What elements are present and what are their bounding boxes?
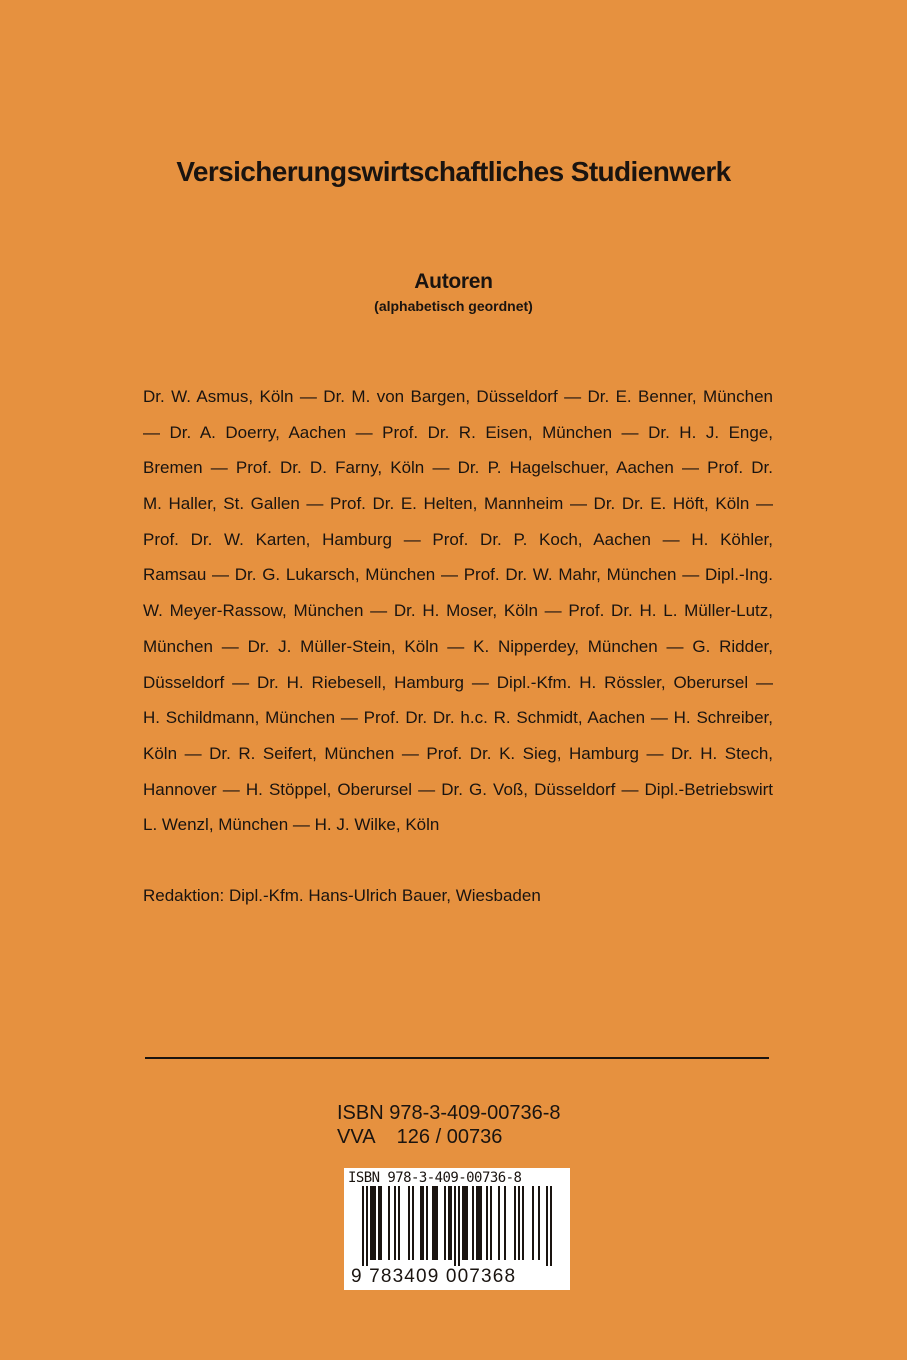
barcode-bar: [412, 1186, 414, 1260]
author-list-line: H. Schildmann, München — Prof. Dr. Dr. h.c. R. Schmidt, Aachen — H. Schreiber,: [143, 708, 773, 728]
barcode-bar: [450, 1186, 452, 1260]
barcode-bar: [472, 1186, 474, 1260]
barcode-bar: [490, 1186, 492, 1260]
author-list-line: M. Haller, St. Gallen — Prof. Dr. E. Helten, Mannheim — Dr. Dr. E. Höft, Köln —: [143, 494, 773, 514]
barcode-bar: [380, 1186, 382, 1260]
barcode: [344, 1168, 570, 1290]
barcode-bar: [362, 1186, 364, 1266]
barcode-bar: [466, 1186, 468, 1260]
barcode-bar: [538, 1186, 540, 1260]
barcode-bar: [486, 1186, 488, 1260]
barcode-bar: [408, 1186, 410, 1260]
barcode-bars: [348, 1186, 566, 1266]
series-title: Versicherungswirtschaftliches Studienwerk: [176, 156, 731, 187]
barcode-bar: [372, 1186, 374, 1260]
author-list-line: München — Dr. J. Müller-Stein, Köln — K. Nipperdey, München — G. Ridder,: [143, 636, 773, 656]
author-list-line: Düsseldorf — Dr. H. Riebesell, Hamburg — Dipl.-Kfm. H. Rössler, Oberursel —: [143, 672, 773, 692]
barcode-isbn-text: ISBN 978-3-409-00736-8: [348, 1170, 522, 1186]
barcode-bar: [550, 1186, 552, 1266]
author-list-line: Köln — Dr. R. Seifert, München — Prof. Dr. K. Sieg, Hamburg — Dr. H. Stech,: [143, 743, 773, 763]
barcode-bar: [436, 1186, 438, 1260]
editor-credit: Redaktion: Dipl.-Kfm. Hans-Ulrich Bauer, Wiesbaden: [143, 886, 541, 905]
barcode-bar: [458, 1186, 460, 1266]
barcode-bar: [518, 1186, 520, 1260]
barcode-bar: [476, 1186, 478, 1260]
barcode-digits: 9 783409 007368: [351, 1266, 517, 1287]
author-list-line: — Dr. A. Doerry, Aachen — Prof. Dr. R. Eisen, München — Dr. H. J. Enge,: [143, 422, 773, 442]
barcode-bar: [374, 1186, 376, 1260]
barcode-bar: [378, 1186, 380, 1260]
barcode-bar: [398, 1186, 400, 1260]
barcode-bar: [394, 1186, 396, 1260]
author-list-line: Hannover — H. Stöppel, Oberursel — Dr. G. Voß, Düsseldorf — Dipl.-Betriebswirt: [143, 779, 773, 799]
authors-subheading: (alphabetisch geordnet): [374, 298, 533, 314]
barcode-bar: [388, 1186, 390, 1260]
barcode-bar: [532, 1186, 534, 1260]
barcode-bar: [444, 1186, 446, 1260]
barcode-bar: [420, 1186, 422, 1260]
author-list-line: Prof. Dr. W. Karten, Hamburg — Prof. Dr. P. Koch, Aachen — H. Köhler,: [143, 529, 773, 549]
authors-heading: Autoren: [414, 270, 493, 293]
barcode-bar: [478, 1186, 480, 1260]
barcode-bar: [434, 1186, 436, 1260]
barcode-bar: [462, 1186, 464, 1260]
barcode-bar: [370, 1186, 372, 1260]
barcode-bar: [448, 1186, 450, 1260]
barcode-bar: [454, 1186, 456, 1266]
author-list-line: Ramsau — Dr. G. Lukarsch, München — Prof. Dr. W. Mahr, München — Dipl.-Ing.: [143, 565, 773, 585]
barcode-bar: [426, 1186, 428, 1260]
isbn-number: ISBN 978-3-409-00736-8: [337, 1102, 561, 1124]
barcode-bar: [422, 1186, 424, 1260]
author-list-line: W. Meyer-Rassow, München — Dr. H. Moser, Köln — Prof. Dr. H. L. Müller-Lutz,: [143, 601, 773, 621]
barcode-bar: [464, 1186, 466, 1260]
barcode-bar: [522, 1186, 524, 1260]
barcode-bar: [504, 1186, 506, 1260]
author-list-line: Bremen — Prof. Dr. D. Farny, Köln — Dr. P. Hagelschuer, Aachen — Prof. Dr.: [143, 458, 773, 478]
authors-list: [143, 383, 773, 847]
barcode-bar: [514, 1186, 516, 1260]
barcode-bar: [366, 1186, 368, 1266]
vva-number: VVA 126 / 00736: [337, 1126, 503, 1148]
author-list-line: L. Wenzl, München — H. J. Wilke, Köln: [143, 815, 440, 835]
barcode-bar: [480, 1186, 482, 1260]
barcode-bar: [498, 1186, 500, 1260]
author-list-line: Dr. W. Asmus, Köln — Dr. M. von Bargen, Düsseldorf — Dr. E. Benner, München: [143, 387, 773, 406]
barcode-bar: [546, 1186, 548, 1266]
horizontal-divider: [145, 1057, 769, 1059]
barcode-bar: [432, 1186, 434, 1260]
